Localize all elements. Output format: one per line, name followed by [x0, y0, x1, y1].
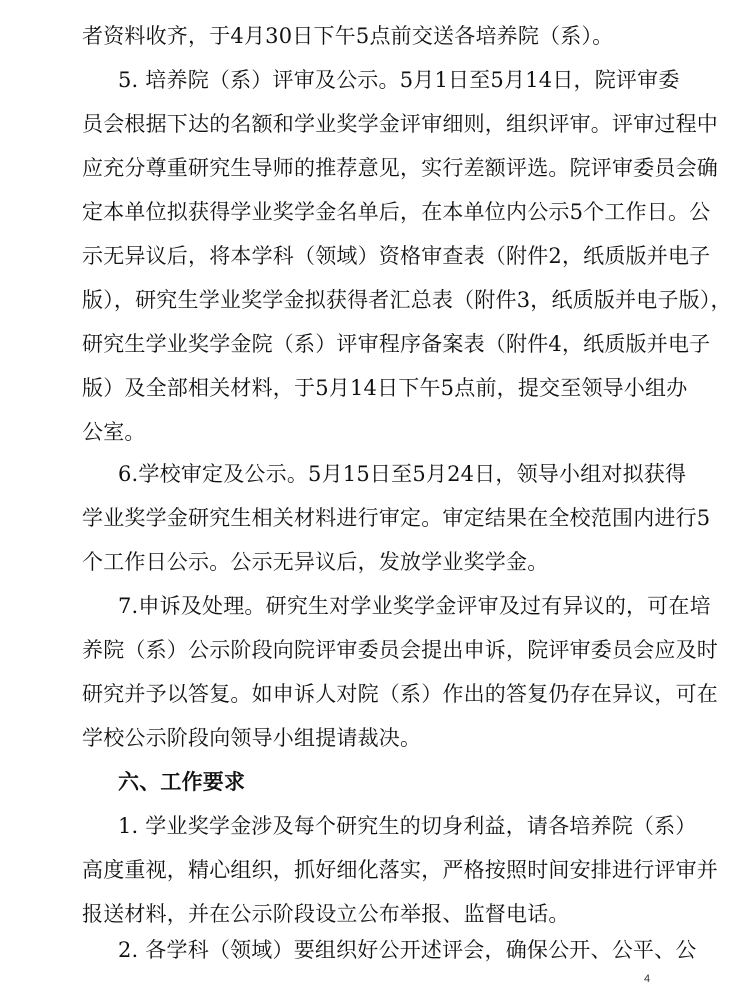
text-line: 高度重视，精心组织，抓好细化落实，严格按照时间安排进行评审并: [82, 858, 718, 882]
text-line: 个工作日公示。公示无异议后，发放学业奖学金。: [82, 550, 549, 574]
paragraph-7-title: 7.申诉及处理。研究生对学业奖学金评审及过有异议的，可在培: [118, 594, 711, 618]
text-line: 员会根据下达的名额和学业奖学金评审细则，组织评审。评审过程中: [82, 112, 718, 136]
requirement-1: 1. 学业奖学金涉及每个研究生的切身利益，请各培养院（系）: [118, 814, 697, 838]
text-line: 应充分尊重研究生导师的推荐意见，实行差额评选。院评审委员会确: [82, 156, 718, 180]
section-heading: 六、工作要求: [118, 770, 246, 794]
text-line: 学校公示阶段向领导小组提请裁决。: [82, 726, 422, 750]
paragraph-6-title: 6.学校审定及公示。5月15日至5月24日，领导小组对拟获得: [118, 462, 687, 486]
text-line: 报送材料，并在公示阶段设立公布举报、监督电话。: [82, 902, 570, 926]
text-line: 研究生学业奖学金院（系）评审程序备案表（附件4，纸质版并电子: [82, 332, 711, 356]
text-line: 示无异议后，将本学科（领域）资格审查表（附件2，纸质版并电子: [82, 244, 711, 268]
text-line: 学业奖学金研究生相关材料进行审定。审定结果在全校范围内进行5: [82, 506, 711, 530]
requirement-2: 2. 各学科（领域）要组织好公开述评会，确保公开、公平、公: [118, 938, 697, 962]
text-line: 研究并予以答复。如申诉人对院（系）作出的答复仍存在异议，可在: [82, 682, 718, 706]
paragraph-5-title: 5. 培养院（系）评审及公示。5月1日至5月14日，院评审委: [118, 68, 680, 92]
text-line: 版），研究生学业奖学金拟获得者汇总表（附件3，纸质版并电子版），: [82, 288, 732, 312]
text-line: 养院（系）公示阶段向院评审委员会提出申诉，院评审委员会应及时: [82, 638, 718, 662]
text-line: 定本单位拟获得学业奖学金名单后，在本单位内公示5个工作日。公: [82, 200, 711, 224]
page-number: 4: [644, 973, 651, 985]
text-line: 版）及全部相关材料，于5月14日下午5点前，提交至领导小组办: [82, 376, 688, 400]
text-line: 公室。: [82, 420, 146, 444]
text-line: 者资料收齐，于4月30日下午5点前交送各培养院（系）。: [82, 24, 614, 48]
